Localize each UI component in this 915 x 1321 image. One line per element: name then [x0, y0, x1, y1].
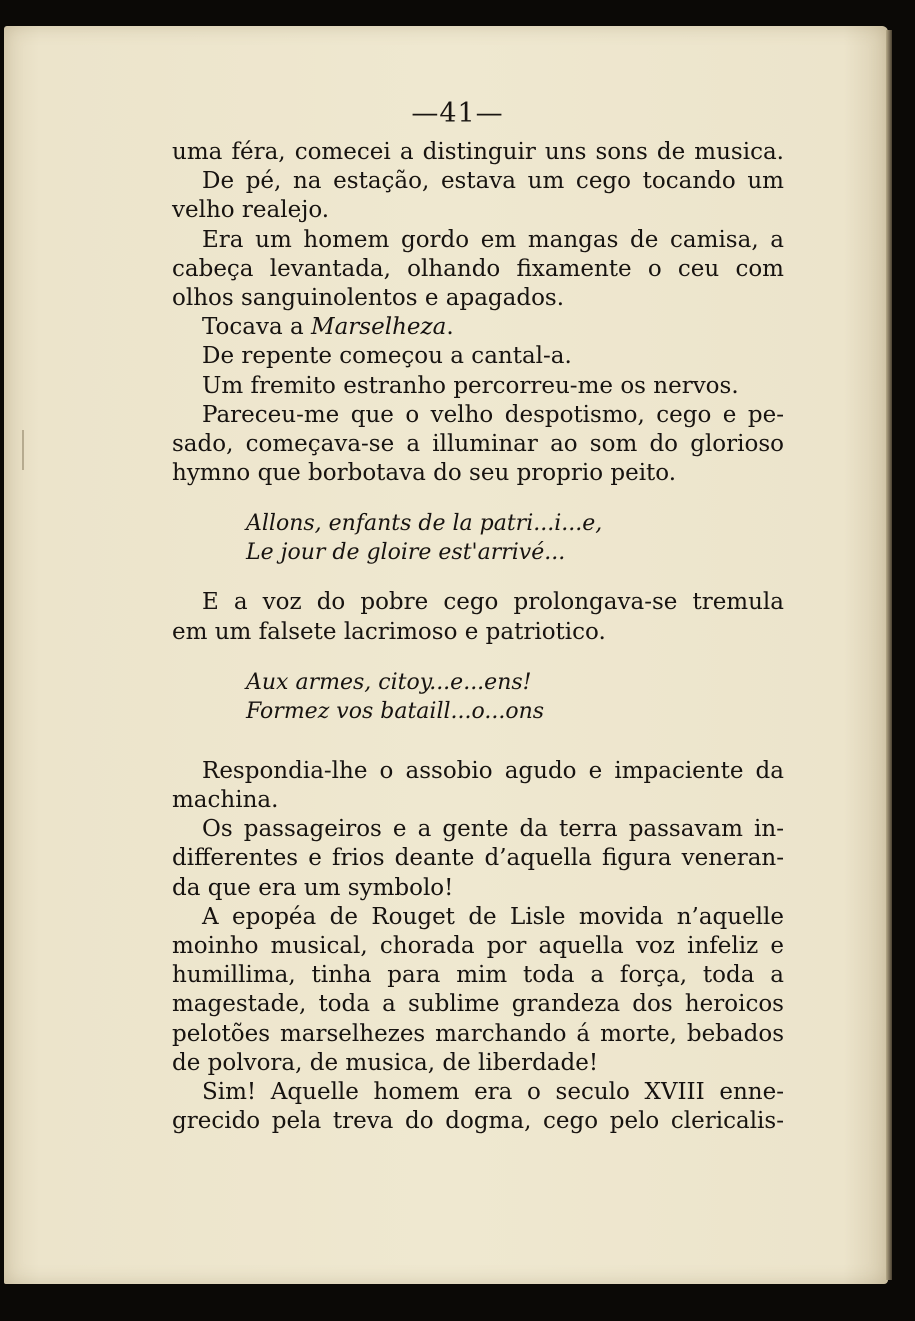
verse-block: [246, 509, 784, 567]
text-line: Era um homem gordo em mangas de camisa, a: [202, 226, 784, 253]
paragraph: [172, 138, 784, 167]
paragraph: [172, 226, 784, 255]
spacer: [172, 488, 784, 509]
text-line: uma féra, comecei a distinguir uns sons de musica.: [172, 139, 784, 165]
spacer: [172, 726, 784, 757]
verse-block: [246, 668, 784, 726]
text-line: [202, 313, 784, 342]
emphasis-marselheza: Marselheza: [311, 314, 447, 341]
paragraph: [172, 284, 784, 313]
text-line: E a voz do pobre cego prolongava-se tremula: [202, 589, 784, 616]
paragraph: [172, 1020, 784, 1049]
paragraph: [172, 1107, 784, 1136]
verse-line: Aux armes, citoy...e...ens!: [246, 669, 532, 695]
paragraph: [172, 1078, 784, 1107]
paragraph: [172, 342, 784, 371]
text-line: machina.: [172, 787, 279, 814]
binding-mark: [22, 430, 34, 470]
paragraph: [172, 196, 784, 225]
text-line: Um fremito estranho percorreu-me os nervos.: [202, 372, 739, 399]
text-line: hymno que borbotava do seu proprio peito.: [172, 460, 677, 487]
paragraph: [172, 815, 784, 844]
text-run: .: [446, 314, 454, 341]
text-line: olhos sanguinolentos e apagados.: [172, 285, 565, 312]
paragraph: [172, 401, 784, 430]
text-line: da que era um symbolo!: [172, 874, 454, 901]
text-line: cabeça levantada, olhando fixamente o ceu com: [172, 255, 784, 282]
paragraph: [172, 618, 784, 647]
text-line: differentes e frios deante d’aquella figura veneran-: [172, 845, 784, 872]
paragraph: [172, 167, 784, 196]
text-line: em um falsete lacrimoso e patriotico.: [172, 618, 606, 645]
paragraph: [172, 255, 784, 284]
verse-line: Allons, enfants de la patri...i...e,: [246, 511, 603, 537]
paragraph: [172, 990, 784, 1019]
text-line: grecido pela treva do dogma, cego pelo clericalis-: [172, 1108, 784, 1135]
text-line: Os passageiros e a gente da terra passavam in-: [202, 816, 784, 843]
spacer: [172, 647, 784, 668]
text-line: Sim! Aquelle homem era o seculo XVIII enne-: [202, 1079, 784, 1106]
text-line: humillima, tinha para mim toda a força, toda a: [172, 962, 784, 989]
paragraph: [172, 430, 784, 459]
text-line: Pareceu-me que o velho despotismo, cego e pe-: [202, 401, 784, 428]
text-line: moinho musical, chorada por aquella voz infeliz e: [172, 933, 784, 960]
page-edge: [886, 30, 892, 1280]
paragraph: [172, 313, 784, 342]
paragraph: [172, 757, 784, 786]
paragraph: [172, 459, 784, 488]
paragraph: [172, 372, 784, 401]
paragraph: [172, 588, 784, 617]
paragraph: [172, 786, 784, 815]
page-number: —41—: [411, 98, 504, 129]
paragraph: [172, 1049, 784, 1078]
text-line: De repente começou a cantal-a.: [202, 343, 572, 370]
text-line: sado, começava-se a illuminar ao som do glorioso: [172, 431, 784, 458]
page-body: [172, 138, 784, 1136]
spacer: [172, 567, 784, 588]
paragraph: [172, 874, 784, 903]
paragraph: [172, 903, 784, 932]
paragraph: [172, 932, 784, 961]
text-line: Respondia-lhe o assobio agudo e impaciente da: [202, 757, 784, 784]
text-line: de polvora, de musica, de liberdade!: [172, 1049, 599, 1076]
verse-line: Formez vos bataill...o...ons: [246, 698, 545, 724]
text-line: velho realejo.: [172, 197, 330, 224]
text-line: magestade, toda a sublime grandeza dos heroicos: [172, 991, 784, 1018]
text-run: Tocava a: [202, 314, 312, 341]
text-line: pelotões marselhezes marchando á morte, bebados: [172, 1020, 784, 1047]
text-line: A epopéa de Rouget de Lisle movida n’aquelle: [202, 903, 784, 930]
paragraph: [172, 961, 784, 990]
verse-line: Le jour de gloire est'arrivé...: [246, 540, 566, 566]
paragraph: [172, 844, 784, 873]
text-line: De pé, na estação, estava um cego tocando um: [202, 168, 784, 195]
